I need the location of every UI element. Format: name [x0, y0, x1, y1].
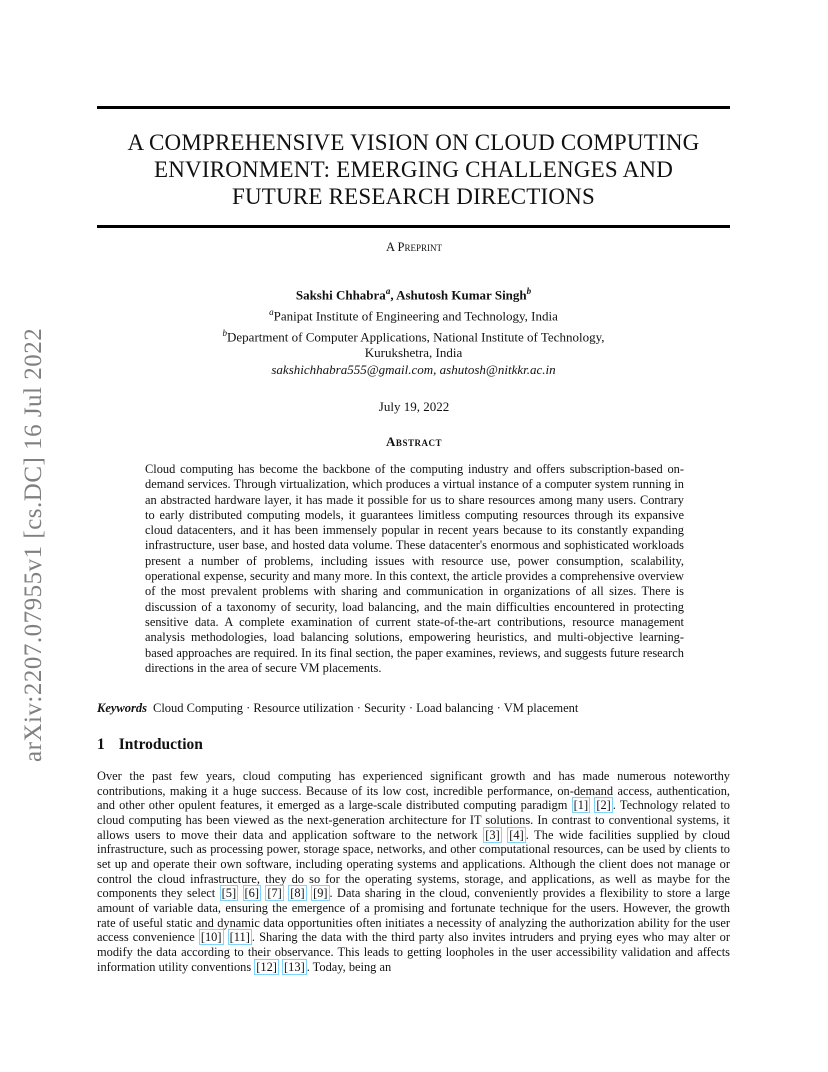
paper-title [97, 129, 730, 210]
affiliation-sup: a [269, 306, 274, 317]
paragraph-text: . The wide facilities supplied by cloud infrastructure, such as processing power, storage space, networks, and other computational resources, can be used by clients to set up and operate their own software, including operating systems and applications. Although the client does not manage or control the cloud infrastructure, they do so for the operating systems, storage, and applications, as well as maybe for the components they select [97, 827, 730, 901]
keywords-line [97, 701, 730, 716]
author-name: Sakshi Chhabra [295, 287, 386, 303]
citation-link[interactable]: [5] [221, 886, 237, 901]
affiliation-text: Department of Computer Applications, National Institute of Technology, [227, 328, 605, 344]
preprint-label: A Preprint [386, 240, 442, 254]
paragraph-text: Over the past few years, cloud computing has experienced significant growth and has made numerous noteworthy contributions, making it a huge success. Because of its low cost, incredible performance, on-demand access, authentication, and other other opulent features, it emerged as a large-scale distributed computing paradigm [97, 769, 730, 813]
affiliation-a [97, 304, 730, 325]
author-block [97, 283, 730, 378]
keywords-text: Cloud Computing · Resource utilization · Security · Load balancing · VM placement [153, 701, 579, 715]
author-sup: b [526, 286, 532, 296]
affiliation-sup: b [222, 327, 228, 338]
paragraph-text: . Today, being an [306, 959, 392, 974]
title-line: A COMPREHENSIVE VISION ON CLOUD COMPUTING [127, 130, 700, 155]
author-separator: , [390, 287, 397, 303]
paragraph-text: . Data sharing in the cloud, conveniently provides a flexibility to store a large amount of variable data, ensuring the emergence of a promising and fortunate technique for the users. However, the growth rate of useful static and dynamic data opportunities often initiates a necessity of analyzing the authorization ability for the user access convenience [97, 886, 730, 945]
citation-link[interactable]: [11] [229, 930, 250, 945]
paragraph-text: . Sharing the data with the third party also invites intruders and prying eyes who may alter or modify the data according to their observance. This leads to getting loopholes in the user accessibility validation and affects information utility conventions [97, 930, 730, 974]
citation-link[interactable]: [10] [200, 930, 222, 945]
title-rule-top [97, 106, 730, 109]
author-names [97, 283, 730, 304]
section-title: Introduction [118, 736, 203, 753]
affiliation-b [97, 325, 730, 346]
citation-link[interactable]: [7] [267, 886, 282, 901]
citation-link[interactable]: [8] [290, 886, 305, 901]
citation-link[interactable]: [3] [485, 827, 500, 842]
abstract-heading: Abstract [386, 434, 442, 449]
citation-link[interactable]: [2] [596, 798, 611, 813]
citation-link[interactable]: [13] [284, 959, 305, 974]
author-emails: sakshichhabra555@gmail.com, ashutosh@nitkkr.ac.in [271, 361, 556, 377]
title-rule-bottom [97, 225, 730, 228]
section-number: 1 [97, 736, 105, 753]
affiliation-b-cont: Kurukshetra, India [364, 345, 463, 361]
section-heading [97, 736, 203, 754]
paper-date: July 19, 2022 [378, 399, 450, 414]
author-sup: a [385, 286, 391, 296]
affiliation-text: Panipat Institute of Engineering and Technology, India [273, 308, 558, 324]
arxiv-sidebar-stamp: arXiv:2207.07955v1 [cs.DC] 16 Jul 2022 [20, 327, 47, 762]
keywords-label: Keywords [97, 701, 147, 715]
citation-link[interactable]: [4] [509, 827, 524, 842]
citation-link[interactable]: [9] [313, 886, 328, 901]
citation-link[interactable]: [12] [256, 959, 277, 974]
paragraph-text: . Technology related to cloud computing has been viewed as the next-generation architecture for IT solutions. In contrast to conventional systems, it allows users to move their data and application software to the network [97, 798, 731, 842]
author-name: Ashutosh Kumar Singh [396, 287, 527, 303]
title-line: ENVIRONMENT: EMERGING CHALLENGES AND [153, 157, 674, 182]
citation-link[interactable]: [1] [573, 798, 589, 813]
introduction-paragraph [97, 769, 730, 974]
abstract-text: Cloud computing has become the backbone of the computing industry and offers subscription-based on-demand services. Through virtualization, which produces a virtual instance of a computer system running in an abstracted hardware layer, it has made it possible for us to share resources among many users. Contrary to early distributed computing models, it guarantees limitless computing resources through its expansive cloud datacenters, and it has been immensely popular in recent years because to its constantly expanding infrastructure, user base, and hosted data volume. These datacenter's enormous and sophisticated workloads present a number of problems, including issues with resource use, power consumption, scalability, operational expense, security and many more. In this context, the article provides a comprehensive overview of the most prevalent problems with sharing and communication in organizations of all sizes. There is discussion of a taxonomy of security, load balancing, and the main difficulties encountered in protecting sensitive data. A complete examination of current state-of-the-art contributions, resource management analysis methodologies, load balancing solutions, empowering heuristics, and multi-objective learning-based approaches are required. In its final section, the paper examines, reviews, and suggests future research directions in the area of secure VM placements. [145, 462, 684, 675]
citation-link[interactable]: [6] [244, 886, 259, 901]
title-line: FUTURE RESEARCH DIRECTIONS [231, 184, 595, 209]
